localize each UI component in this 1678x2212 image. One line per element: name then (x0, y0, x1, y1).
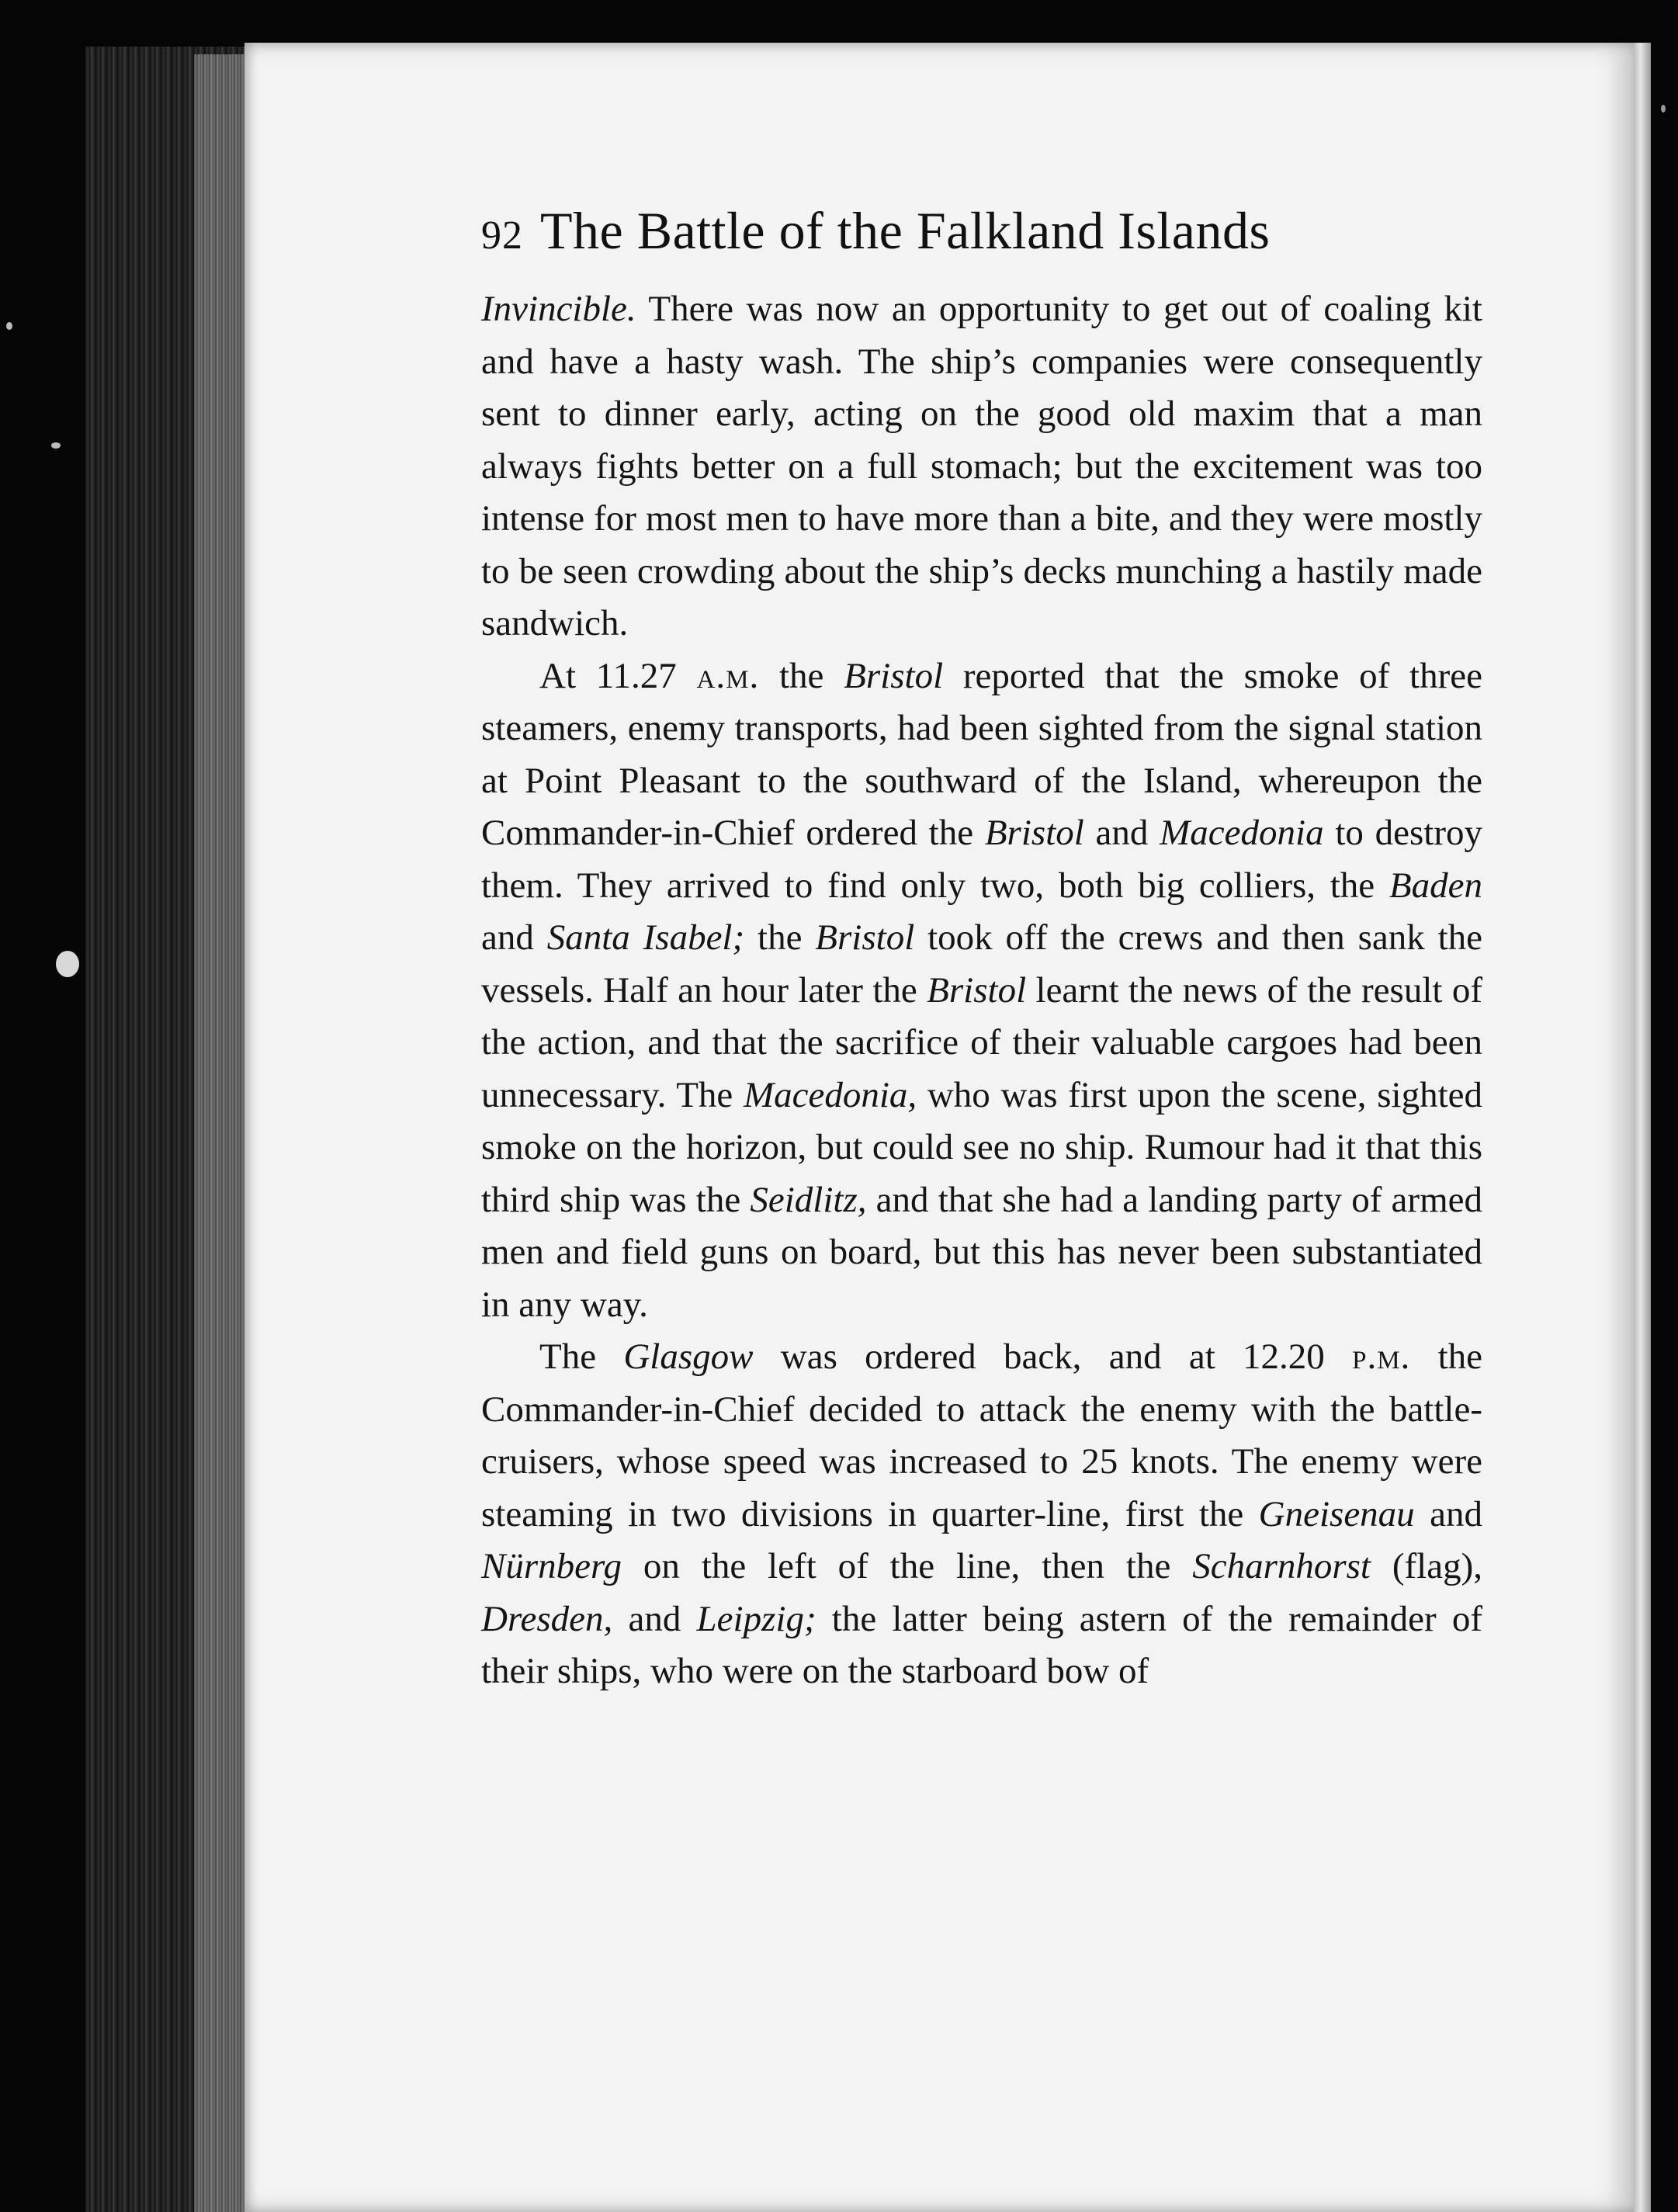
text-run: on the left of the line, then the (622, 1546, 1193, 1586)
dust-speck (1661, 105, 1666, 113)
italic-text: Scharnhorst (1192, 1546, 1371, 1586)
text-run: and (481, 917, 547, 958)
paragraph (481, 1331, 1482, 1698)
italic-text: Leipzig; (696, 1598, 816, 1639)
dust-speck (6, 322, 12, 330)
italic-text: Santa Isabel; (546, 917, 745, 958)
text-run: (flag), (1371, 1546, 1483, 1586)
text-run: to destroy them. They arrived to find only two, both big colliers, the (481, 813, 1482, 906)
dust-speck (51, 442, 61, 449)
text-run: and (1414, 1493, 1482, 1534)
text-run: There was now an opportunity to get out of coaling kit and have a hasty wash. The ship’s companies were consequently sent to dinner early, acting on the good old maxim that a man always fights better on a full stomach; but the excitement was too intense for most men to have more than a bite, and they were mostly to be seen crowding about the ship’s decks munching a hastily made sandwich. (481, 289, 1482, 643)
italic-text: Macedonia (1160, 813, 1324, 853)
italic-text: Dresden, (481, 1598, 613, 1639)
paragraph (481, 650, 1482, 1332)
text-run: The (539, 1337, 624, 1377)
italic-text: Bristol (927, 969, 1027, 1011)
italic-text: Nürnberg (481, 1546, 622, 1586)
text-run: reported that the smoke of three steamers, enemy transports, had been sighted from the signal station at Point Pleasant to the southward of the Island, whereupon the Commander-in-Chief ordered the (481, 655, 1482, 853)
italic-text: Glasgow (623, 1337, 754, 1377)
paragraph (481, 283, 1482, 650)
text-run: At 11.27 (539, 655, 697, 696)
text-run: and (612, 1598, 697, 1639)
italic-text: Gneisenau (1258, 1493, 1415, 1534)
text-run: took off the crews and then sank the vessels. Half an hour later the (481, 917, 1482, 1011)
small-caps-text: a.m. (696, 655, 760, 696)
text-run: was ordered back, and at 12.20 (753, 1337, 1353, 1377)
page-number: 92 (481, 213, 523, 258)
book-right-edge (1634, 43, 1651, 2212)
italic-text: Bristol (984, 813, 1084, 853)
italic-text: Seidlitz, (750, 1179, 867, 1220)
text-run: learnt the news of the result of the action, and that the sacrifice of their valuable cargoes had been unnecessary. The (481, 969, 1482, 1115)
italic-text: Invincible. (481, 289, 636, 329)
text-run: who was first upon the scene, sighted smoke on the horizon, but could see no ship. Rumour had it that this third ship was the (481, 1074, 1482, 1220)
text-run: the (744, 917, 816, 958)
text-run: the (759, 655, 844, 696)
text-run: and (1083, 813, 1160, 853)
text-run: the Commander-in-Chief decided to attack the enemy with the battle-cruisers, whose speed was increased to 25 knots. The enemy were steaming in two divisions in quarter-line, first the (481, 1337, 1482, 1534)
italic-text: Baden (1389, 865, 1482, 906)
book-page-edges-highlight (194, 54, 244, 2212)
italic-text: Bristol (815, 917, 915, 958)
text-run: the latter being astern of the remainder of their ships, who were on the starboard bow of (481, 1598, 1482, 1691)
italic-text: Bristol (844, 655, 944, 696)
italic-text: Macedonia, (743, 1074, 917, 1115)
text-run: and that she had a landing party of armed men and field guns on board, but this has never been substantiated in any way. (481, 1179, 1482, 1325)
small-caps-text: p.m. (1352, 1337, 1411, 1377)
body-text (481, 283, 1482, 1698)
running-head (481, 200, 1459, 262)
dust-speck (56, 951, 79, 977)
running-title: The Battle of the Falkland Islands (540, 201, 1271, 260)
